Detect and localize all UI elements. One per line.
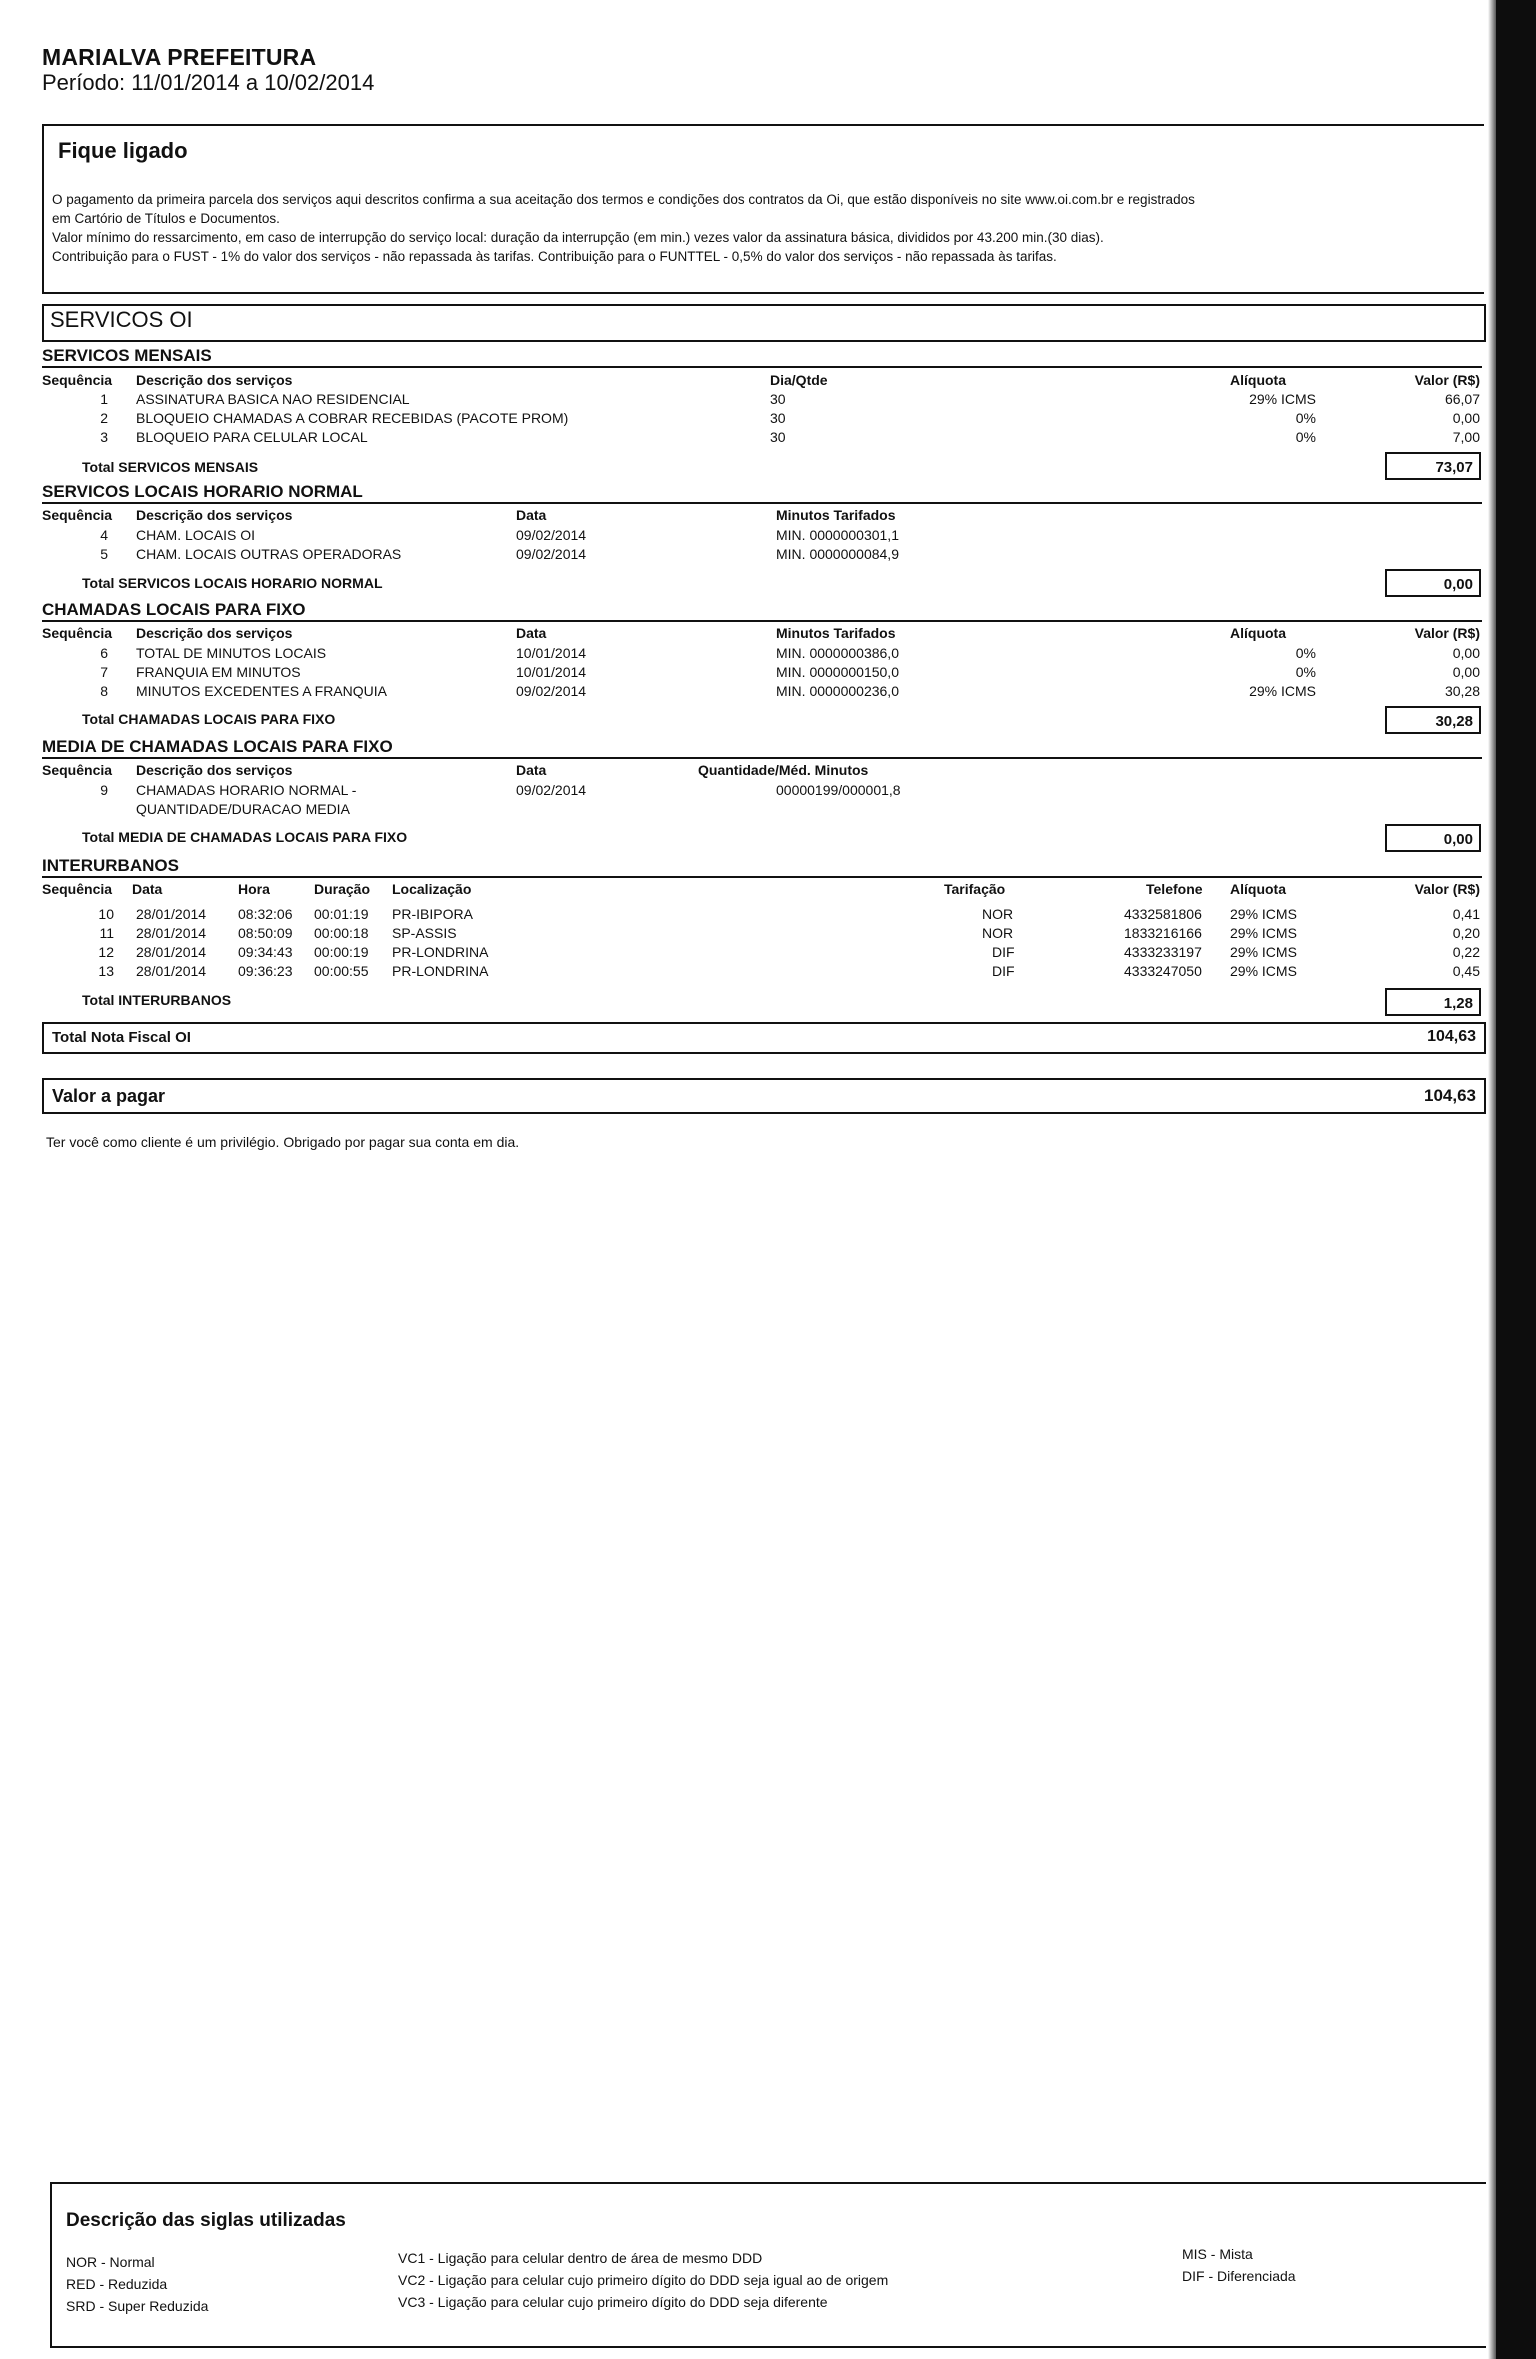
locais-title: SERVICOS LOCAIS HORARIO NORMAL (42, 482, 1482, 504)
table-row: 1 ASSINATURA BASICA NAO RESIDENCIAL 30 29% ICMS 66,07 (100, 391, 1480, 407)
total-value: 30,28 (1385, 706, 1481, 734)
total-row: Total MEDIA DE CHAMADAS LOCAIS PARA FIXO (82, 829, 408, 845)
total-value: 1,28 (1385, 988, 1481, 1016)
fixo-title: CHAMADAS LOCAIS PARA FIXO (42, 600, 1482, 622)
section-title: SERVICOS OI (50, 307, 193, 332)
interurbanos-title: INTERURBANOS (42, 856, 1482, 878)
total-row: Total INTERURBANOS (82, 992, 232, 1008)
table-header: Sequência Descrição dos serviços Data Quantidade/Méd. Minutos (42, 762, 869, 778)
table-row: 6 TOTAL DE MINUTOS LOCAIS 10/01/2014 MIN. 0000000386,0 0% 0,00 (100, 645, 1480, 661)
table-header: Sequência Data Hora Duração Localização Tarifação Telefone Alíquota Valor (R$) (42, 881, 1480, 897)
thanks-message: Ter você como cliente é um privilégio. Obrigado por pagar sua conta em dia. (46, 1134, 520, 1150)
sigla-item: VC2 - Ligação para celular cujo primeiro dígito do DDD seja igual ao de origem (398, 2272, 889, 2288)
total-row: Total SERVICOS MENSAIS (82, 459, 259, 475)
table-row: 2 BLOQUEIO CHAMADAS A COBRAR RECEBIDAS (PACOTE PROM) 30 0% 0,00 (100, 410, 1480, 426)
table-row: 10 28/01/2014 08:32:06 00:01:19 PR-IBIPORA NOR 4332581806 29% ICMS 0,41 (98, 906, 1480, 922)
media-title: MEDIA DE CHAMADAS LOCAIS PARA FIXO (42, 737, 1482, 759)
valor-a-pagar-label: Valor a pagar (52, 1086, 166, 1106)
scan-edge (1494, 0, 1536, 2359)
table-header: Sequência Descrição dos serviços Data Minutos Tarifados Alíquota Valor (R$) (42, 625, 1480, 641)
sigla-item: SRD - Super Reduzida (66, 2298, 209, 2314)
total-nota-fiscal-label: Total Nota Fiscal OI (52, 1029, 191, 1046)
sigla-item: VC1 - Ligação para celular dentro de área de mesmo DDD (398, 2250, 763, 2266)
valor-a-pagar-value: 104,63 (1424, 1086, 1476, 1105)
sigla-item: RED - Reduzida (66, 2276, 168, 2292)
total-value: 73,07 (1385, 452, 1481, 480)
fique-ligado-text (52, 190, 1492, 266)
total-nota-fiscal (42, 1022, 1486, 1054)
valor-a-pagar (42, 1078, 1486, 1114)
billing-period: Período: 11/01/2014 a 10/02/2014 (42, 70, 375, 95)
table-row-continuation: QUANTIDADE/DURACAO MEDIA (136, 801, 350, 817)
sigla-item: MIS - Mista (1182, 2246, 1253, 2262)
sigla-item: VC3 - Ligação para celular cujo primeiro dígito do DDD seja diferente (398, 2294, 828, 2310)
siglas-box (50, 2182, 1486, 2348)
fique-line: em Cartório de Títulos e Documentos. (52, 211, 280, 226)
company-name: MARIALVA PREFEITURA (42, 44, 317, 70)
mensais-title: SERVICOS MENSAIS (42, 346, 1482, 368)
total-nota-fiscal-value: 104,63 (1427, 1028, 1476, 1045)
fique-line: Contribuição para o FUST - 1% do valor dos serviços - não repassada às tarifas. Contribuição para o FUNTTEL - 0,5% do valor dos serviços - não repassada às tarifas. (52, 249, 1057, 264)
table-row: 8 MINUTOS EXCEDENTES A FRANQUIA 09/02/2014 MIN. 0000000236,0 29% ICMS 30,28 (100, 683, 1480, 699)
total-value: 0,00 (1385, 569, 1481, 597)
table-header: Sequência Descrição dos serviços Data Minutos Tarifados (42, 507, 896, 523)
table-row: 12 28/01/2014 09:34:43 00:00:19 PR-LONDRINA DIF 4333233197 29% ICMS 0,22 (98, 944, 1480, 960)
total-row: Total CHAMADAS LOCAIS PARA FIXO (82, 711, 336, 727)
siglas-title: Descrição das siglas utilizadas (66, 2210, 346, 2231)
fique-ligado-title: Fique ligado (58, 138, 188, 163)
table-row: 7 FRANQUIA EM MINUTOS 10/01/2014 MIN. 0000000150,0 0% 0,00 (100, 664, 1480, 680)
table-header: Sequência Descrição dos serviços Dia/Qtde Alíquota Valor (R$) (42, 372, 1480, 388)
total-value: 0,00 (1385, 824, 1481, 852)
table-row: 11 28/01/2014 08:50:09 00:00:18 SP-ASSIS NOR 1833216166 29% ICMS 0,20 (99, 925, 1480, 941)
total-row: Total SERVICOS LOCAIS HORARIO NORMAL (82, 575, 383, 591)
table-row: 9 CHAMADAS HORARIO NORMAL - 09/02/2014 00000199/000001,8 (100, 782, 901, 798)
fique-line: O pagamento da primeira parcela dos serviços aqui descritos confirma a sua aceitação dos termos e condições dos contratos da Oi, que estão disponíveis no site www.oi.com.br e registrados (52, 192, 1195, 207)
sigla-item: NOR - Normal (66, 2254, 155, 2270)
table-row: 13 28/01/2014 09:36:23 00:00:55 PR-LONDRINA DIF 4333247050 29% ICMS 0,45 (98, 963, 1480, 979)
table-row: 4 CHAM. LOCAIS OI 09/02/2014 MIN. 0000000301,1 (100, 527, 899, 543)
table-row: 5 CHAM. LOCAIS OUTRAS OPERADORAS 09/02/2014 MIN. 0000000084,9 (100, 546, 899, 562)
fique-line: Valor mínimo do ressarcimento, em caso de interrupção do serviço local: duração da interrupção (em min.) vezes valor da assinatura básica, divididos por 43.200 min.(30 dias). (52, 230, 1104, 245)
section-title-box (42, 304, 1486, 342)
sigla-item: DIF - Diferenciada (1182, 2268, 1296, 2284)
table-row: 3 BLOQUEIO PARA CELULAR LOCAL 30 0% 7,00 (100, 429, 1480, 445)
